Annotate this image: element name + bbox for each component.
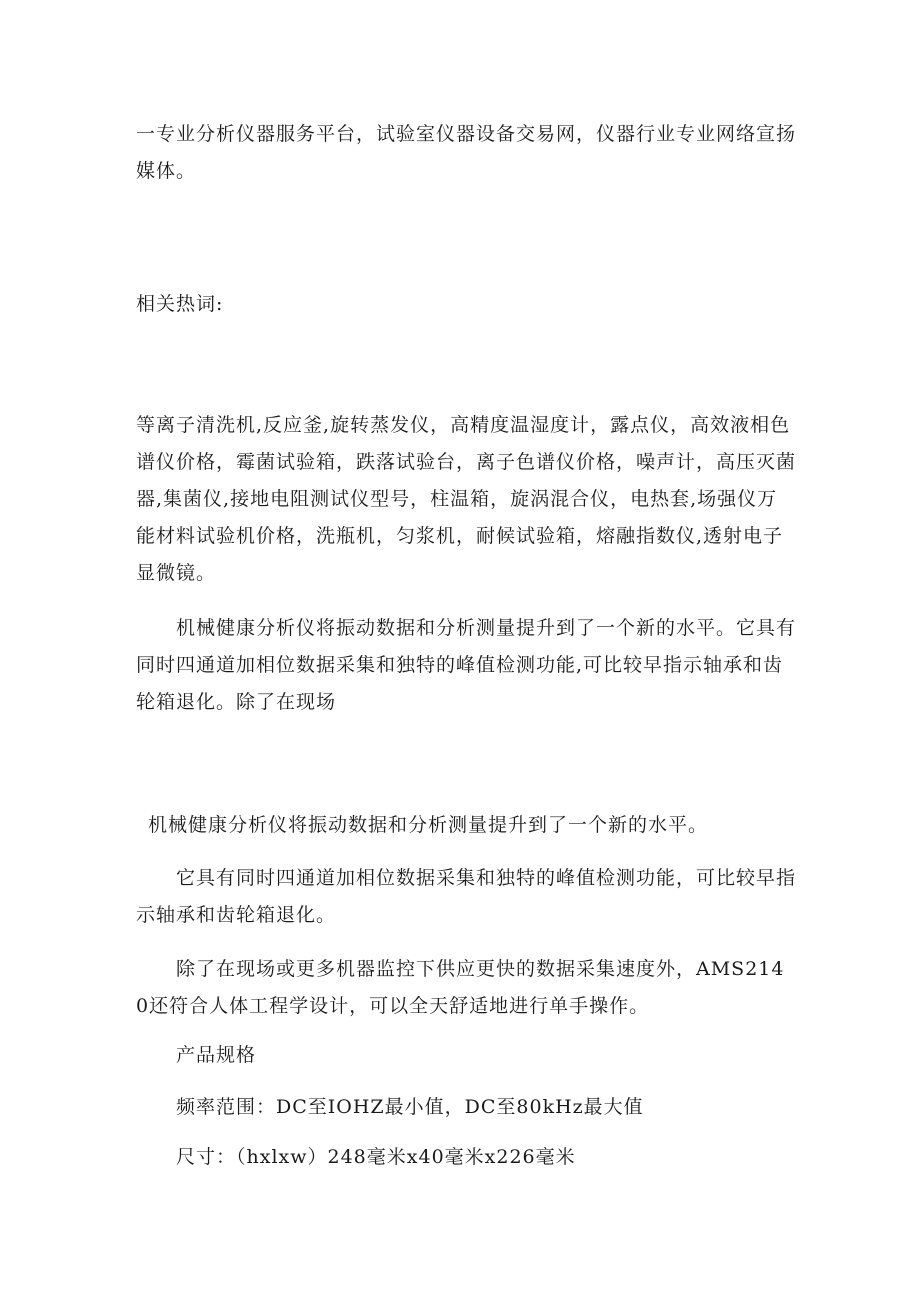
- spec-heading: 产品规格: [176, 1044, 257, 1066]
- body-paragraph-1: 机械健康分析仪将振动数据和分析测量提升到了一个新的水平。: [148, 814, 709, 836]
- intro-paragraph: 一专业分析仪器服务平台，试验室仪器设备交易网，仪器行业专业网络宣扬媒体。: [136, 123, 797, 182]
- related-keywords-heading: 相关热词:: [136, 293, 224, 315]
- spec-dimensions: 尺寸：（hxlxw）248毫米x40毫米x226毫米: [176, 1146, 576, 1168]
- summary-paragraph: 机械健康分析仪将振动数据和分析测量提升到了一个新的水平。它具有同时四通道加相位数据采集和独特的峰值检测功能,可比较早指示轴承和齿轮箱退化。除了在现场: [136, 617, 797, 713]
- related-keywords-list: 等离子清洗机,反应釜,旋转蒸发仪，高精度温湿度计，露点仪，高效液相色谱仪价格，霉菌试验箱，跌落试验台，离子色谱仪价格，噪声计，高压灭菌器,集菌仪,接地电阻测试仪型号，柱温箱，旋涡混合仪，电热套,场强仪万能材料试验机价格，洗瓶机，匀浆机，耐候试验箱，熔融指数仪,透射电子显微镜。: [136, 414, 797, 584]
- body-paragraph-2: 它具有同时四通道加相位数据采集和独特的峰值检测功能，可比较早指示轴承和齿轮箱退化。: [136, 867, 797, 926]
- body-paragraph-3: 除了在现场或更多机器监控下供应更快的数据采集速度外，AMS2140还符合人体工程学设计，可以全天舒适地进行单手操作。: [136, 958, 785, 1017]
- spec-frequency-range: 频率范围：DC至IOHZ最小值，DC至80kHz最大值: [176, 1096, 644, 1118]
